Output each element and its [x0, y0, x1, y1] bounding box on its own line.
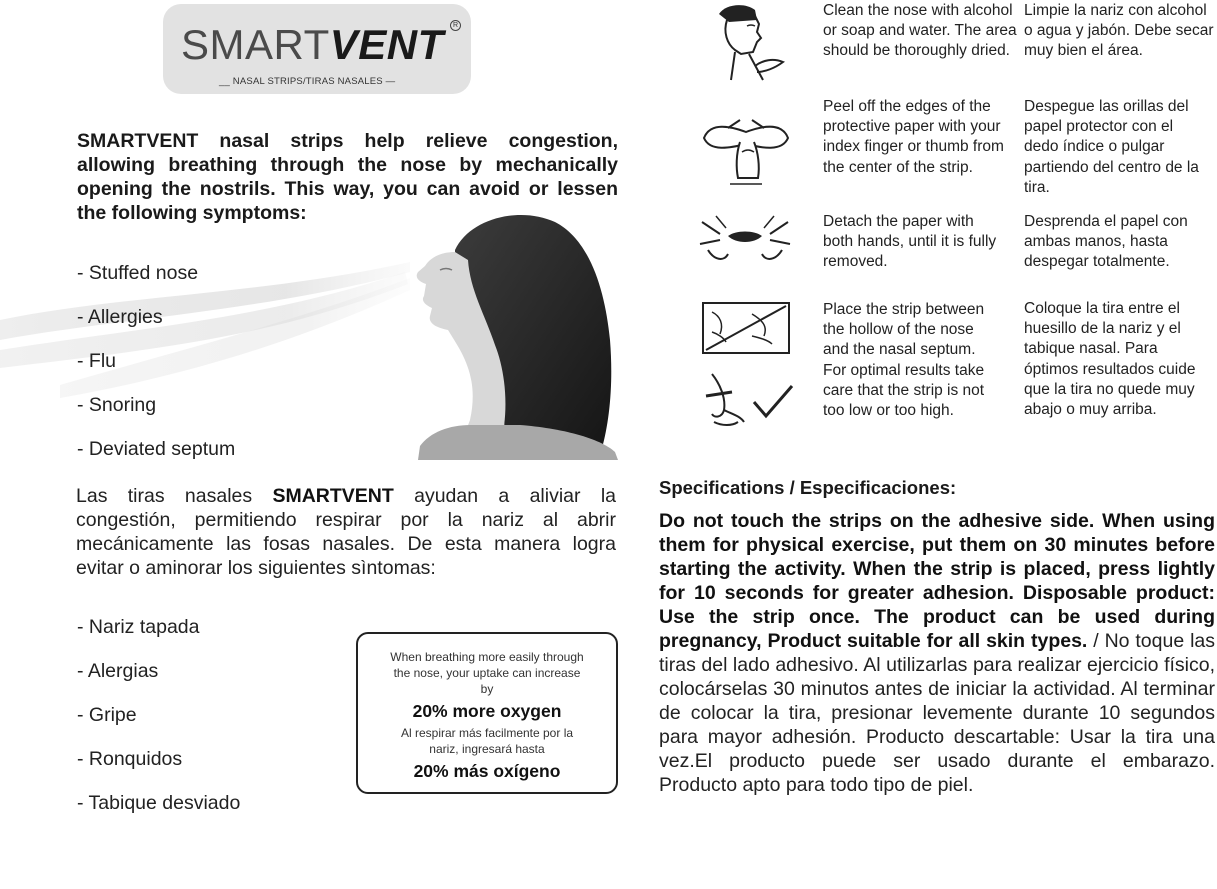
intro-es-after: ayudan a aliviar la congestión, permitiendo respirar por la nariz al abrir mecánicamente las fosas nasales. De esta manera logra evitar o aminorar los siguientes sìntomas: — [76, 485, 616, 579]
step-2-english: Peel off the edges of the protective paper with your index finger or thumb from the center of the strip. — [823, 98, 1004, 176]
step-1-english: Clean the nose with alcohol or soap and water. The area should be thoroughly dried. — [823, 2, 1017, 60]
oxygen-en-value: 20% more oxygen — [412, 701, 562, 721]
list-item: - Alergias — [77, 660, 159, 682]
list-item: - Tabique desviado — [77, 792, 241, 814]
intro-es-before: Las tiras nasales — [76, 485, 273, 507]
step-4-english: Place the strip between the hollow of the nose and the nasal septum. For optimal results take care that the strip is not too low or too high. — [823, 301, 985, 420]
step-2-spanish: Despegue las orillas del papel protector con el dedo índice o pulgar partiendo del centro de la tira. — [1024, 98, 1199, 196]
specifications-bold-english: Do not touch the strips on the adhesive side. When using them for physical exercise, put them on 30 minutes before starting the activity. When the strip is placed, press lightly for 10 seconds for greater adhesion. Disposable product: Use the strip once. The product can be used during pregnancy, Product suitable for all skin types. — [659, 510, 1215, 652]
logo-wordmark — [181, 21, 444, 68]
oxygen-en-line: When breathing more easily through the nose, your uptake can increase by — [390, 650, 584, 696]
logo-brand-bold: VENT — [329, 21, 444, 68]
list-item: - Snoring — [77, 394, 157, 416]
list-item: - Deviated septum — [77, 438, 236, 460]
intro-es-brand: SMARTVENT — [272, 485, 394, 507]
specifications-body — [659, 509, 1215, 797]
place-strip-icon — [702, 302, 790, 354]
specifications-spanish: / No toque las tiras del lado adhesivo. Al utilizarlas para realizar ejercicio físico, colocárselas 30 minutos antes de iniciar la actividad. Al terminar de colocar la tira, presionar levemente durante 10 segundos para mayor adhesión. Producto descartable: Usar la tira una vez.El producto puede ser usado durante el embarazo. Producto apto para todo tipo de piel. — [659, 630, 1216, 796]
step-1-spanish: Limpie la nariz con alcohol o agua y jabón. Debe secar muy bien el área. — [1024, 2, 1214, 60]
intro-english: SMARTVENT nasal strips help relieve congestion, allowing breathing through the nose by mechanically opening the nostrils. This way, you can avoid or lessen the following symptoms: — [77, 130, 618, 224]
registered-mark: R — [450, 20, 461, 31]
peel-strip-icon — [700, 112, 792, 186]
step-3-spanish: Desprenda el papel con ambas manos, hasta despegar totalmente. — [1024, 213, 1188, 271]
list-item: - Nariz tapada — [77, 616, 200, 638]
symptoms-list-english — [77, 262, 235, 482]
oxygen-callout-box — [356, 632, 618, 794]
list-item: - Gripe — [77, 704, 137, 726]
list-item: - Allergies — [77, 306, 163, 328]
logo-subtitle: __ NASAL STRIPS/TIRAS NASALES — — [219, 76, 396, 87]
specifications-title: Specifications / Especificaciones: — [659, 477, 957, 498]
step-3-english: Detach the paper with both hands, until it is fully removed. — [823, 213, 997, 271]
list-item: - Ronquidos — [77, 748, 183, 770]
oxygen-es-value: 20% más oxígeno — [413, 761, 561, 781]
intro-spanish — [76, 484, 616, 580]
step-4-spanish: Coloque la tira entre el huesillo de la nariz y el tabique nasal. Para óptimos resultados cuide que la tira no quede muy abajo o muy arriba. — [1024, 300, 1196, 419]
logo-brand-light: SMART — [181, 21, 330, 68]
list-item: - Flu — [77, 350, 116, 372]
nose-checkmark-icon — [702, 370, 794, 432]
brand-logo — [163, 4, 471, 94]
symptoms-list-spanish — [77, 616, 240, 836]
list-item: - Stuffed nose — [77, 262, 199, 284]
detach-paper-icon — [698, 210, 792, 270]
person-cleaning-nose-icon — [705, 2, 790, 82]
oxygen-es-line: Al respirar más facilmente por la nariz, ingresará hasta — [400, 726, 574, 756]
